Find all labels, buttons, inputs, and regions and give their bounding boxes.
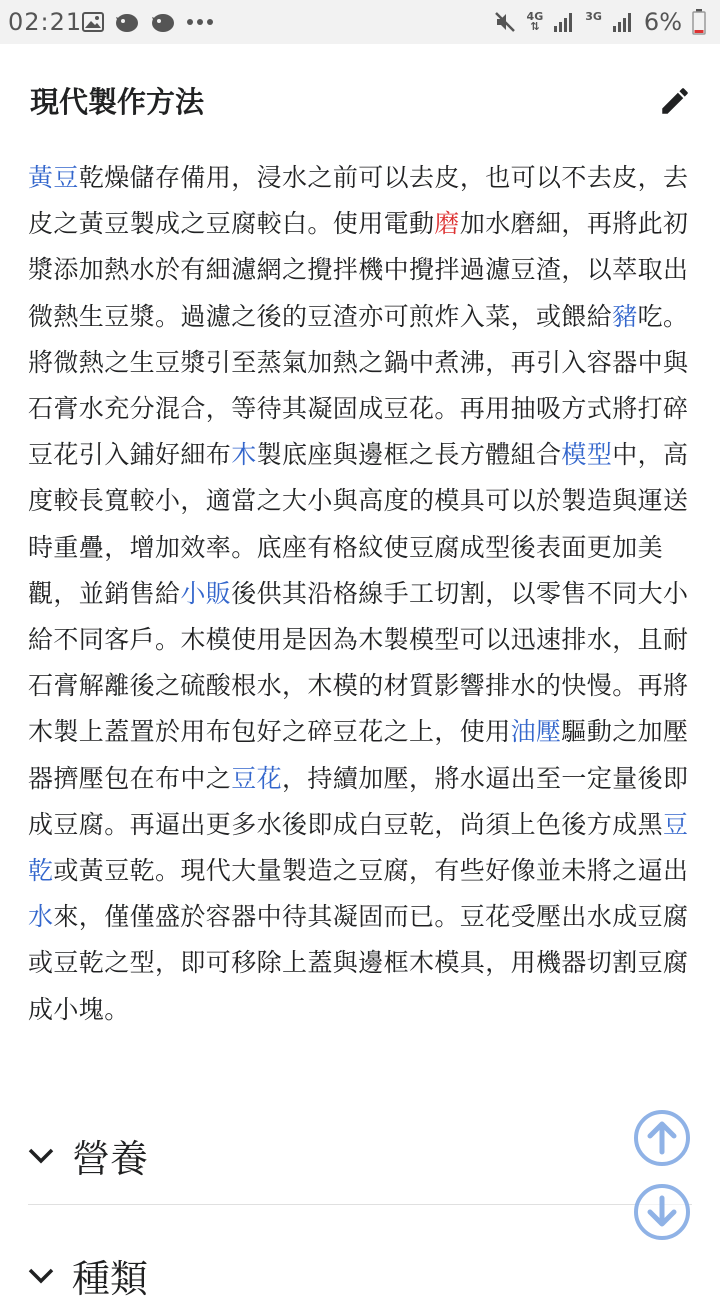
article-link[interactable]: 油壓 <box>510 717 562 747</box>
paragraph-text: 驅動之加壓器擠壓包在布中之 <box>28 717 689 793</box>
image-icon <box>82 12 104 32</box>
section-label: 營養 <box>72 1137 149 1181</box>
paragraph-text: 吃。將微熱之生豆漿引至蒸氣加熱之鍋中煮沸，再引入容器中與石膏水充分混合，等待其凝固成豆花。再用抽吸方式將打碎豆花引入鋪好細布 <box>28 301 689 470</box>
battery-percent: 6% <box>643 8 682 36</box>
status-time: 02:21 <box>8 8 83 36</box>
red-link[interactable]: 磨 <box>434 209 460 239</box>
more-dots-icon <box>186 18 214 26</box>
scroll-up-button[interactable] <box>634 1110 690 1166</box>
chevron-down-icon <box>28 1267 54 1285</box>
chevron-down-icon <box>28 1147 54 1165</box>
section-toggle-types[interactable] <box>28 1248 148 1303</box>
network-4g-indicator: 4G ⇅ <box>526 10 544 33</box>
network-3g-indicator: 3G <box>585 10 602 23</box>
article-link[interactable]: 水 <box>28 902 54 932</box>
status-right <box>493 8 706 36</box>
arrow-down-icon <box>638 1188 686 1236</box>
edit-pencil-icon[interactable] <box>658 84 692 118</box>
scroll-down-button[interactable] <box>634 1184 690 1240</box>
bird-icon <box>114 11 140 33</box>
paragraph-text: 加水磨細，再將此初漿添加熱水於有細濾網之攪拌機中攪拌過濾豆渣，以萃取出微熱生豆漿。過濾之後的豆渣亦可煎炸入菜，或餵給 <box>28 209 689 331</box>
section-title: 現代製作方法 <box>30 85 205 119</box>
notification-icons <box>82 10 214 34</box>
article-link[interactable]: 豆花 <box>231 763 283 793</box>
paragraph-text: 或黃豆乾。現代大量製造之豆腐，有些好像並未將之逼出 <box>53 856 689 886</box>
section-toggle-nutrition[interactable] <box>28 1128 148 1183</box>
article-link[interactable]: 豆乾 <box>28 809 689 886</box>
arrow-up-icon <box>638 1114 686 1162</box>
mute-icon <box>493 10 517 34</box>
article-link[interactable]: 小販 <box>180 578 232 608</box>
paragraph-text: ，持續加壓，將水逼出至一定量後即成豆腐。再逼出更多水後即成白豆乾，尚須上色後方成黑 <box>28 763 689 839</box>
paragraph-text: 製底座與邊框之長方體組合 <box>256 440 562 470</box>
paragraph-text: 中，高度較長寬較小，適當之大小與高度的模具可以於製造與運送時重疊，增加效率。底座有格紋使豆腐成型後表面更加美觀，並銷售給 <box>28 440 689 608</box>
battery-icon <box>692 9 706 35</box>
signal-icon <box>553 11 575 33</box>
paragraph-text: 後供其沿格線手工切割，以零售不同大小給不同客戶。木模使用是因為木製模型可以迅速排水，且耐石膏解離後之硫酸根水，木模的材質影響排水的快慢。再將木製上蓋置於用布包好之碎豆花之上，使用 <box>28 578 689 747</box>
section-divider <box>28 1204 692 1205</box>
bird-icon <box>150 11 176 33</box>
status-bar <box>0 0 720 44</box>
signal-icon <box>612 11 634 33</box>
paragraph-text: 來，僅僅盛於容器中待其凝固而已。豆花受壓出水成豆腐或豆乾之型，即可移除上蓋與邊框木模具，用機器切割豆腐成小塊。 <box>28 902 689 1024</box>
article-link[interactable]: 木 <box>231 440 257 470</box>
article-link[interactable]: 豬 <box>612 301 638 331</box>
section-label: 種類 <box>72 1257 149 1301</box>
article-link[interactable]: 黃豆 <box>28 163 79 192</box>
article-paragraph <box>28 155 696 1033</box>
article-link[interactable]: 模型 <box>561 440 613 470</box>
paragraph-text: 乾燥儲存備用，浸水之前可以去皮，也可以不去皮，去皮之黃豆製成之豆腐較白。使用電動 <box>28 163 689 239</box>
